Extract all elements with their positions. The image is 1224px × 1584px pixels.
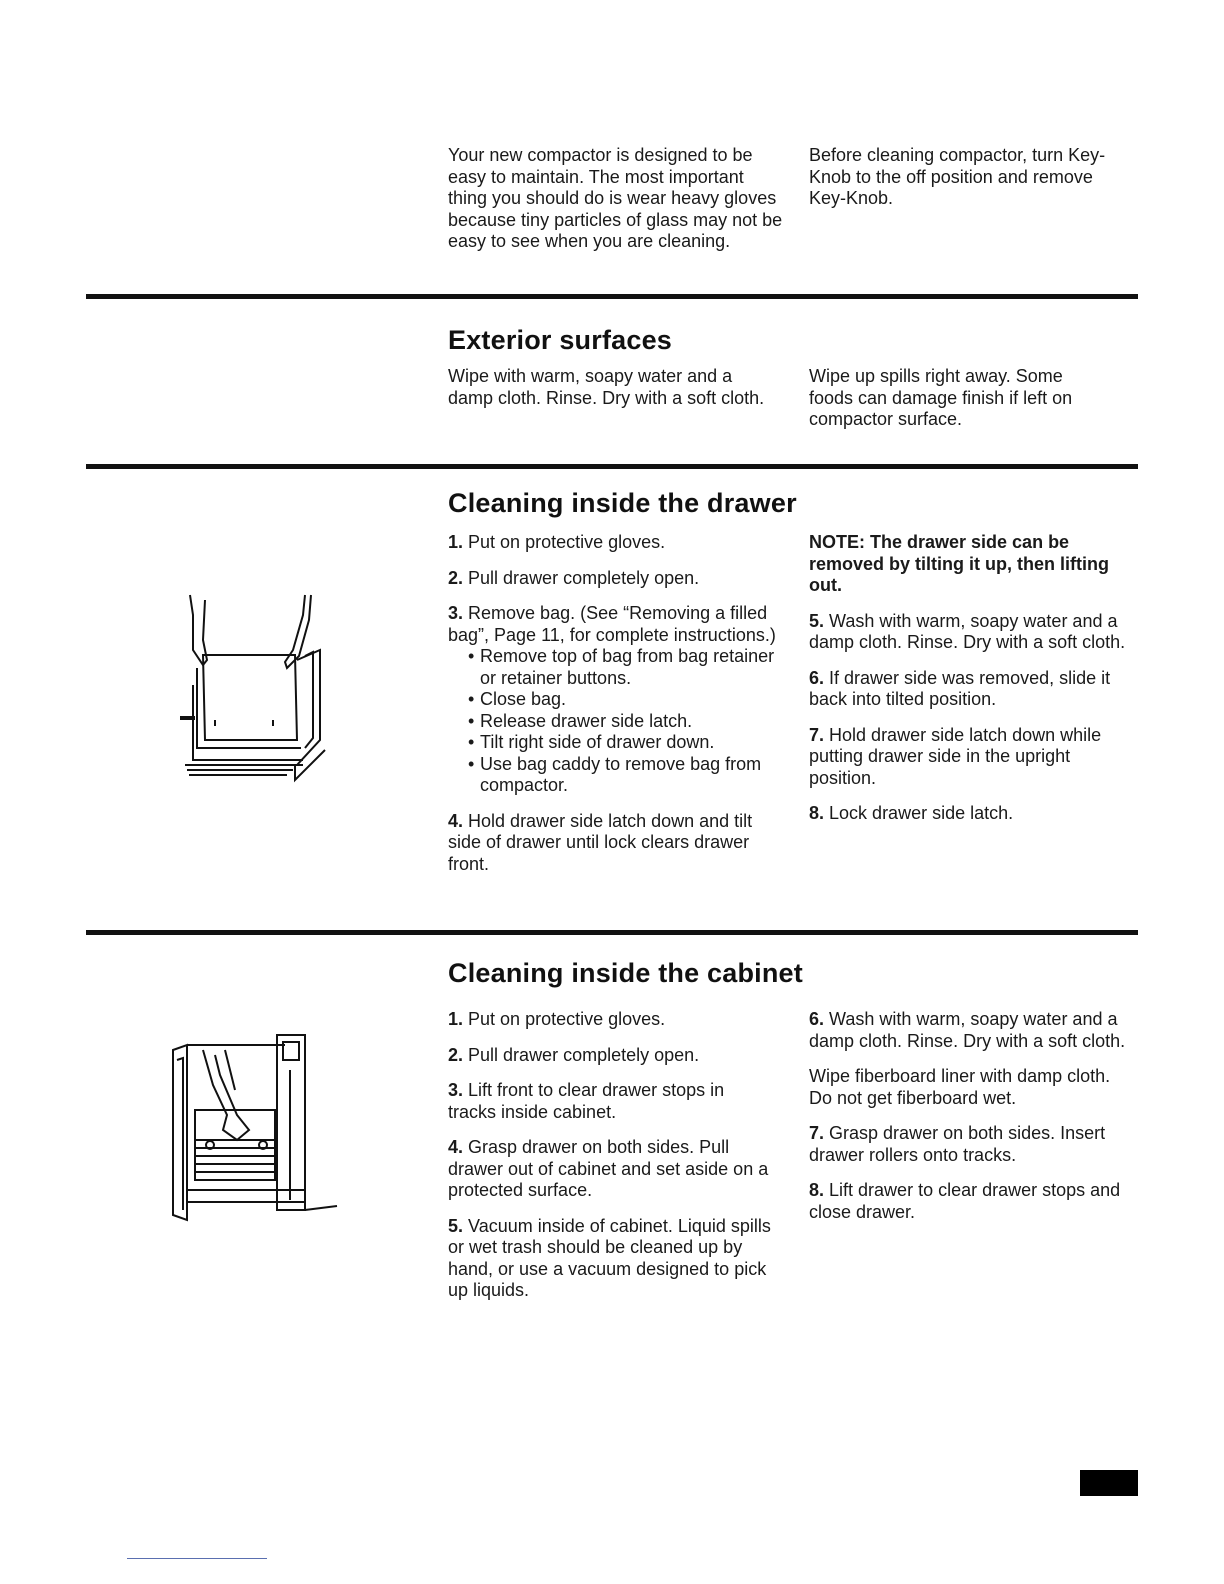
list-item: 5. Vacuum inside of cabinet. Liquid spills or wet trash should be cleaned up by hand, or use a vacuum designed to pick up liquids. [448, 1215, 771, 1300]
list-item: 4. Hold drawer side latch down and tilt side of drawer until lock clears drawer front. [448, 810, 753, 874]
list-item: 8. Lock drawer side latch. [809, 803, 1014, 823]
list-item: 4. Grasp drawer on both sides. Pull drawer out of cabinet and set aside on a protected surface. [448, 1137, 769, 1200]
list-item: 2. Pull drawer completely open. [448, 1044, 700, 1065]
bullet-item: • Remove top of bag from bag retainer or retainer buttons. [468, 646, 778, 689]
list-item: 7. Hold drawer side latch down while putting drawer side in the upright position. [809, 724, 1102, 788]
intro-right-text: Before cleaning compactor, turn Key-Knob to the off position and remove Key-Knob. [809, 145, 1106, 208]
liner-note: Wipe fiberboard liner with damp cloth. Do not get fiberboard wet. [809, 1066, 1111, 1108]
cabinet-right-column [809, 1009, 1134, 1237]
page-tab-marker [1080, 1470, 1138, 1496]
drawer-cleaning-illustration [175, 590, 345, 790]
list-item: 3. Lift front to clear drawer stops in tracks inside cabinet. [448, 1080, 725, 1122]
list-item: 1. Put on protective gloves. [448, 532, 666, 552]
list-item: 6. If drawer side was removed, slide it back into tilted position. [809, 667, 1111, 709]
list-item: 5. Wash with warm, soapy water and a damp cloth. Rinse. Dry with a soft cloth. [809, 610, 1126, 652]
drawer-note: NOTE: The drawer side can be removed by tilting it up, then lifting out. [809, 532, 1109, 595]
drawer-right-column [809, 532, 1134, 839]
bullet-list [448, 646, 778, 797]
cabinet-cleaning-illustration [165, 1030, 340, 1225]
bullet-item: • Release drawer side latch. [468, 711, 778, 733]
list-item: 7. Grasp drawer on both sides. Insert drawer rollers onto tracks. [809, 1123, 1106, 1165]
drawer-heading: Cleaning inside the drawer [448, 488, 797, 518]
list-item: 1. Put on protective gloves. [448, 1009, 666, 1029]
drawer-left-column [448, 532, 778, 889]
bullet-item: • Tilt right side of drawer down. [468, 732, 778, 754]
bullet-item: • Close bag. [468, 689, 778, 711]
exterior-heading: Exterior surfaces [448, 325, 673, 355]
section-divider [86, 464, 1138, 469]
intro-left-text: Your new compactor is designed to be easy to maintain. The most important thing you should do is wear heavy gloves because tiny particles of glass may not be easy to see when you are cleaning. [448, 145, 783, 251]
list-item: 8. Lift drawer to clear drawer stops and close drawer. [809, 1180, 1121, 1222]
cabinet-heading: Cleaning inside the cabinet [448, 958, 803, 988]
bottom-rule [127, 1558, 267, 1559]
exterior-right-text: Wipe up spills right away. Some foods can damage finish if left on compactor surface. [809, 366, 1073, 429]
bullet-item: • Use bag caddy to remove bag from compactor. [468, 754, 778, 797]
cabinet-left-column [448, 1009, 773, 1316]
list-item: 3. Remove bag. (See “Removing a filled bag”, Page 11, for complete instructions.) [448, 603, 776, 645]
list-item: 2. Pull drawer completely open. [448, 567, 700, 588]
section-divider [86, 294, 1138, 299]
exterior-left-text: Wipe with warm, soapy water and a damp cloth. Rinse. Dry with a soft cloth. [448, 366, 765, 408]
list-item: 6. Wash with warm, soapy water and a damp cloth. Rinse. Dry with a soft cloth. [809, 1009, 1126, 1051]
section-divider [86, 930, 1138, 935]
